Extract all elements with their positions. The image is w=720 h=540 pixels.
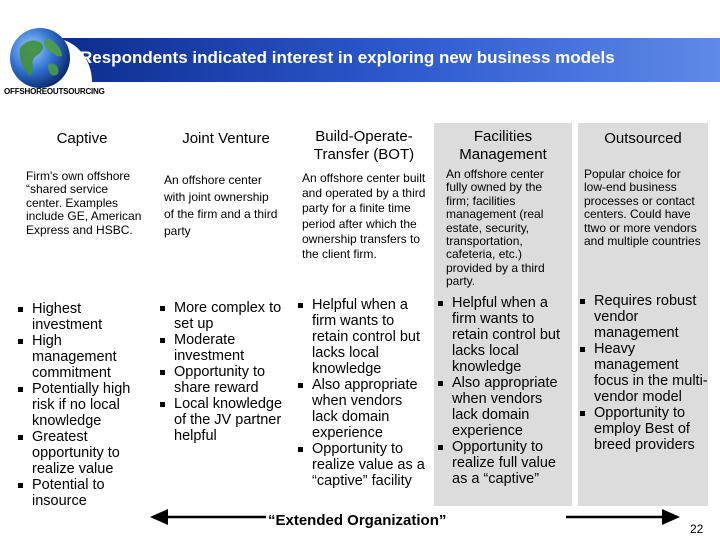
list-item: Opportunity to share reward: [160, 364, 288, 396]
column-desc-joint-venture: An offshore center with joint ownership of the firm and a third party: [164, 173, 278, 238]
bullet-icon: [438, 301, 443, 306]
list-item: Heavy management focus in the multi-vendor model: [580, 341, 708, 405]
column-title-facilities: Facilities Management: [459, 128, 547, 163]
list-item: Opportunity to realize value as a “captive” facility: [298, 441, 432, 489]
page-title: Respondents indicated interest in exploring new business models: [80, 48, 615, 67]
list-item: More complex to set up: [160, 300, 288, 332]
column-desc-captive: Firm's own offshore “shared service center. Examples include GE, American Express and HSBC.: [26, 169, 142, 237]
bullet-icon: [298, 303, 303, 308]
globe-icon: [6, 24, 74, 92]
list-item: Also appropriate when vendors lack domain experience: [438, 375, 572, 439]
column-title-joint-venture: Joint Venture: [182, 130, 270, 147]
bullets-facilities: [438, 295, 572, 487]
bullet-icon: [18, 339, 23, 344]
bullet-icon: [160, 306, 165, 311]
bullet-icon: [438, 381, 443, 386]
bullets-captive: [18, 301, 150, 509]
bullet-icon: [160, 370, 165, 375]
list-item: Moderate investment: [160, 332, 288, 364]
bullet-icon: [580, 411, 585, 416]
bullet-icon: [580, 299, 585, 304]
brand-label: OFFSHOREOUTSOURCING: [4, 87, 105, 96]
bullet-icon: [18, 483, 23, 488]
list-item: Potentially high risk if no local knowledge: [18, 381, 150, 429]
column-title-captive: Captive: [56, 130, 108, 147]
column-desc-outsourced: Popular choice for low-end business processes or contact centers. Could have ttwo or more vendors and multiple countries: [584, 167, 701, 249]
page-number: 22: [690, 522, 704, 536]
list-item: Helpful when a firm wants to retain control but lacks local knowledge: [298, 297, 432, 377]
list-item: Local knowledge of the JV partner helpful: [160, 396, 288, 444]
bullets-joint-venture: [160, 300, 288, 444]
bullet-icon: [160, 338, 165, 343]
list-item: Also appropriate when vendors lack domain experience: [298, 377, 432, 441]
list-item: Opportunity to employ Best of breed providers: [580, 405, 708, 453]
bullets-bot: [298, 297, 432, 489]
column-desc-facilities: An offshore center fully owned by the firm; facilities management (real estate, security, transportation, cafeteria, etc.) provided by a third party.: [446, 167, 545, 289]
list-item: Opportunity to realize full value as a “captive”: [438, 439, 572, 487]
arrow-label: “Extended Organization”: [268, 512, 447, 529]
column-title-bot: Build-Operate-Transfer (BOT): [313, 128, 415, 163]
list-item: High management commitment: [18, 333, 150, 381]
bullets-outsourced: [580, 293, 708, 453]
bullet-icon: [160, 402, 165, 407]
bullet-icon: [18, 387, 23, 392]
bullet-icon: [580, 347, 585, 352]
column-desc-bot: An offshore center built and operated by a third party for a finite time period after which the ownership transfers to the client firm.: [302, 171, 426, 262]
bullet-icon: [298, 383, 303, 388]
bullet-icon: [438, 445, 443, 450]
list-item: Potential to insource: [18, 477, 150, 509]
list-item: Requires robust vendor management: [580, 293, 708, 341]
bullet-icon: [18, 307, 23, 312]
bullet-icon: [298, 447, 303, 452]
column-title-outsourced: Outsourced: [604, 130, 682, 147]
list-item: Helpful when a firm wants to retain control but lacks local knowledge: [438, 295, 572, 375]
bullet-icon: [18, 435, 23, 440]
list-item: Greatest opportunity to realize value: [18, 429, 150, 477]
list-item: Highest investment: [18, 301, 150, 333]
